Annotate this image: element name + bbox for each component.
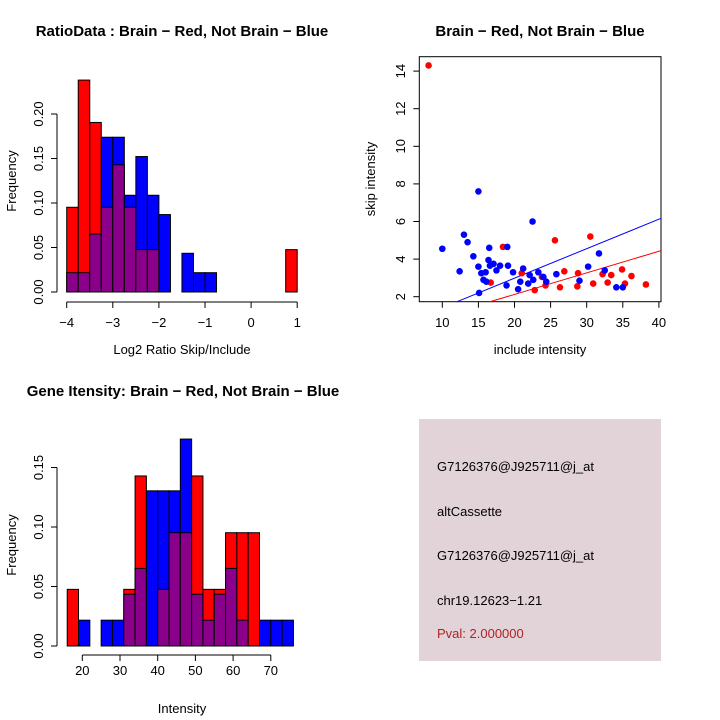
histogram-bar-blue xyxy=(101,620,112,646)
scatter-point-red xyxy=(590,280,597,287)
scatter-point-red xyxy=(425,62,432,69)
scatter-point-blue xyxy=(439,245,446,252)
y-axis-label: Frequency xyxy=(4,514,19,576)
scatter-point-blue xyxy=(515,286,522,293)
scatter-point-red xyxy=(587,233,594,240)
histogram-bar-red xyxy=(286,250,298,292)
x-tick-label: 30 xyxy=(579,315,594,330)
histogram-bar-overlap xyxy=(78,273,90,292)
y-tick-label: 0.15 xyxy=(31,145,46,172)
histogram-bar-blue xyxy=(193,273,205,292)
x-tick-label: −2 xyxy=(151,315,167,330)
histogram-bars xyxy=(67,439,293,646)
x-tick-label: −1 xyxy=(197,315,213,330)
scatter-point-blue xyxy=(517,278,524,285)
scatter-point-red xyxy=(608,272,615,279)
y-tick-label: 0.15 xyxy=(31,454,46,481)
histogram-bar-overlap xyxy=(147,250,159,292)
y-tick-label: 0.10 xyxy=(31,190,46,216)
y-tick-label: 0.00 xyxy=(31,279,46,305)
scatter-point-red xyxy=(531,287,538,294)
scatter-point-blue xyxy=(497,262,504,269)
y-tick-label: 14 xyxy=(393,63,408,79)
scatter-point-red xyxy=(628,273,635,280)
scatter-point-blue xyxy=(456,268,463,275)
scatter-point-red xyxy=(619,266,626,273)
histogram-bar-blue xyxy=(271,620,282,646)
x-tick-label: 1 xyxy=(293,315,301,330)
scatter-point-blue xyxy=(475,188,482,195)
scatter-point-blue xyxy=(543,278,550,285)
x-tick-label: 15 xyxy=(471,315,486,330)
scatter-point-blue xyxy=(520,265,527,272)
scatter-point-red xyxy=(574,283,581,290)
histogram-bar-overlap xyxy=(124,594,135,646)
ratio-histogram-panel xyxy=(0,0,360,360)
plot-box xyxy=(419,57,661,302)
y-tick-label: 0.20 xyxy=(31,101,46,127)
histogram-bar-overlap xyxy=(203,620,214,646)
y-tick-label: 0.05 xyxy=(31,573,46,600)
y-tick-label: 10 xyxy=(393,139,408,154)
y-tick-label: 8 xyxy=(393,180,408,188)
scatter-point-blue xyxy=(510,269,517,276)
histogram-bar-overlap xyxy=(158,589,169,646)
scatter-point-blue xyxy=(482,269,489,276)
histogram-bar-overlap xyxy=(124,207,136,292)
scatter-point-blue xyxy=(596,250,603,257)
info-panel xyxy=(419,419,661,661)
scatter-point-blue xyxy=(505,262,512,269)
x-tick-label: 0 xyxy=(247,315,255,330)
y-tick-label: 0.10 xyxy=(31,514,46,540)
probe-id-text: G7126376@J925711@j_at xyxy=(437,459,594,474)
scatter-point-blue xyxy=(553,271,560,278)
histogram-bar-red xyxy=(67,589,78,646)
histogram-bar-blue xyxy=(205,273,217,292)
scatter-point-blue xyxy=(476,290,483,297)
y-tick-label: 4 xyxy=(393,255,408,263)
event-type-text: altCassette xyxy=(437,504,503,519)
x-tick-label: −3 xyxy=(105,315,121,330)
x-tick-label: 35 xyxy=(615,315,631,330)
histogram-bar-overlap xyxy=(113,165,125,292)
histogram-bar-blue xyxy=(259,620,270,646)
x-tick-label: 30 xyxy=(112,663,128,678)
histogram-bar-overlap xyxy=(180,533,191,646)
fit-line-red xyxy=(490,251,661,302)
scatter-point-red xyxy=(557,284,564,291)
histogram-bar-red xyxy=(248,533,259,646)
x-tick-label: 20 xyxy=(507,315,522,330)
scatter-point-blue xyxy=(470,253,477,260)
x-tick-label: 25 xyxy=(543,315,558,330)
x-tick-label: 40 xyxy=(150,663,165,678)
histogram-bar-blue xyxy=(146,491,157,646)
scatter-point-red xyxy=(575,270,582,277)
x-tick-label: 70 xyxy=(263,663,279,678)
chart-title: Brain − Red, Not Brain − Blue xyxy=(435,23,645,40)
scatter-point-blue xyxy=(461,231,468,238)
scatter-point-blue xyxy=(464,239,471,246)
scatter-point-blue xyxy=(504,244,511,251)
location-text: chr19.12623−1.21 xyxy=(437,593,543,608)
x-axis-label: Log2 Ratio Skip/Include xyxy=(113,342,251,357)
x-tick-label: 50 xyxy=(188,663,203,678)
histogram-bar-overlap xyxy=(90,234,102,292)
histogram-bar-overlap xyxy=(192,594,203,646)
intensity-scatter-panel xyxy=(360,0,720,360)
x-tick-label: 20 xyxy=(75,663,90,678)
scatter-point-red xyxy=(643,281,650,288)
y-tick-label: 6 xyxy=(393,217,408,226)
scatter-point-blue xyxy=(535,269,542,276)
histogram-bar-overlap xyxy=(169,533,180,646)
scatter-point-blue xyxy=(585,263,592,270)
scatter-point-blue xyxy=(490,261,497,268)
histogram-bar-overlap xyxy=(101,207,113,292)
y-tick-label: 0.00 xyxy=(31,633,46,659)
histogram-bar-overlap xyxy=(226,568,237,646)
y-tick-label: 0.05 xyxy=(31,234,46,261)
scatter-point-blue xyxy=(483,278,490,285)
histogram-bar-red xyxy=(78,80,90,292)
x-axis-label: include intensity xyxy=(493,342,587,357)
scatter-point-blue xyxy=(475,263,482,270)
histogram-bar-overlap xyxy=(136,250,148,292)
histogram-bar-blue xyxy=(112,620,123,646)
scatter-point-red xyxy=(561,268,568,275)
histogram-bar-overlap xyxy=(67,273,79,292)
histogram-bars xyxy=(67,80,297,292)
scatter-point-blue xyxy=(525,280,532,287)
pval-text: Pval: 2.000000 xyxy=(437,626,524,641)
histogram-bar-blue xyxy=(79,620,90,646)
histogram-bar-overlap xyxy=(135,568,146,646)
scatter-point-blue xyxy=(503,282,510,289)
y-tick-label: 12 xyxy=(393,101,408,116)
scatter-point-blue xyxy=(601,267,608,274)
y-axis-label: Frequency xyxy=(4,150,19,212)
chart-title: RatioData : Brain − Red, Not Brain − Blue xyxy=(35,23,329,40)
x-tick-label: 10 xyxy=(435,315,450,330)
histogram-bar-overlap xyxy=(237,620,248,646)
x-tick-label: −4 xyxy=(59,315,75,330)
scatter-point-red xyxy=(552,237,559,244)
x-tick-label: 40 xyxy=(651,315,667,330)
scatter-point-blue xyxy=(576,277,583,284)
gene-intensity-histogram-panel xyxy=(0,360,360,720)
scatter-point-blue xyxy=(486,245,493,252)
chart-title: Gene Itensity: Brain − Red, Not Brain − Blue xyxy=(26,383,340,400)
scatter-point-blue xyxy=(620,284,627,291)
scatter-point-blue xyxy=(529,218,536,225)
x-tick-label: 60 xyxy=(225,663,241,678)
y-tick-label: 2 xyxy=(393,293,408,301)
y-axis-label: skip intensity xyxy=(363,141,378,217)
histogram-bar-blue xyxy=(282,620,293,646)
scatter-point-red xyxy=(604,279,611,286)
histogram-bar-blue xyxy=(182,253,194,292)
histogram-bar-blue xyxy=(159,215,171,292)
histogram-bar-overlap xyxy=(214,594,225,646)
probe-id-text-2: G7126376@J925711@j_at xyxy=(437,548,594,563)
scatter-point-blue xyxy=(613,284,620,291)
x-axis-label: Intensity xyxy=(157,701,207,716)
